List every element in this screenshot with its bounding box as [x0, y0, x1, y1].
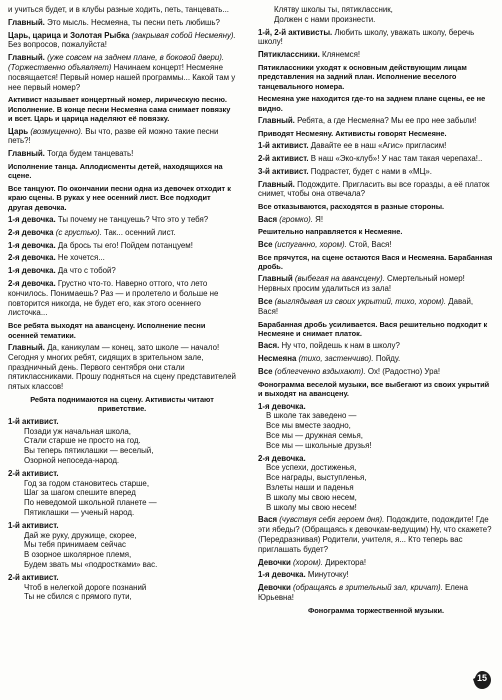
- dialogue-line: [8, 215, 236, 225]
- verse-block: [258, 454, 494, 513]
- dialogue-line: [258, 240, 494, 250]
- stage-direction: Все ребята выходят на авансцену. Исполнение песни осенней тематики.: [8, 321, 206, 340]
- verse-line: Все успехи, достиженья,: [266, 463, 357, 473]
- stage-remark: (тихо, застенчиво).: [296, 354, 374, 364]
- dialogue-text: Грустно что-то. Наверно оттого, что лето кончилось. Понимаешь? Раз — и пролетело и больше не повторится никогда, не будет его, как этого осеннего листочка...: [8, 279, 219, 318]
- dialogue-text: Да, каникулам — конец, зато школе — начало! Сегодня у многих ребят, сидящих в зрительном зале, праздничный день. Первого сентября они стали пятиклассниками. Прошу подняться на сцену представителей пятых классов!: [8, 343, 236, 392]
- dialogue-line: [8, 279, 236, 318]
- dialogue-line: [8, 127, 236, 147]
- verse-line: Взлеты наши и паденья: [266, 483, 354, 492]
- dialogue-text: Я!: [312, 214, 324, 224]
- speaker-name: Главный.: [8, 343, 45, 352]
- dialogue-text: Вы что, разве ей можно такие песни петь?!: [8, 126, 219, 146]
- stage-remark: (обращаясь в зрительный зал, кричат).: [290, 583, 443, 593]
- dialogue-text: Ох! (Радостно) Ура!: [365, 367, 441, 377]
- dialogue-text: Давайте ее в наш «Агис» пригласим!: [308, 141, 447, 151]
- stage-direction: Фонограмма торжественной музыки.: [307, 605, 445, 615]
- verse-line: В школу мы свою несем,: [266, 492, 357, 502]
- verse-line: Дай же руку, дружище, скорее,: [24, 530, 137, 540]
- dialogue-text: Директора!: [322, 557, 367, 567]
- dialogue-line: [258, 28, 494, 48]
- dialogue-line: [258, 116, 494, 126]
- dialogue-line: [8, 228, 236, 238]
- verse-line: Озорной непоседа-народ.: [24, 455, 120, 465]
- dialogue-line: [8, 343, 236, 392]
- dialogue-text: Да брось ты его! Пойдем потанцуем!: [55, 240, 193, 250]
- dialogue-text: Стой, Вася!: [346, 239, 392, 249]
- speaker-name: Пятиклассники.: [258, 50, 320, 60]
- speaker-name: Царь, царица и Золотая Рыбка: [8, 30, 130, 40]
- verse-line: В школе так заведено —: [266, 411, 357, 421]
- verse-block: [8, 521, 236, 570]
- speaker-name: Главный.: [8, 149, 45, 159]
- speaker-name: 2-й активист.: [258, 154, 309, 164]
- dialogue-line: [8, 53, 236, 92]
- speaker-name: 2-я девочка: [8, 227, 54, 237]
- dialogue-text: Минуточку!: [305, 570, 349, 580]
- dialogue-text: Подождите, подождите! Где эти ябеды? (Обращаясь к девочкам-ведущим) Ну, что скажете? (Передразнивая) Родители, учителя, я... Кто теперь вас приглашать будет?: [258, 515, 492, 554]
- verse-line: Все мы — школьные друзья!: [266, 440, 372, 450]
- dialogue-line: [258, 154, 494, 164]
- speaker-name: Вася: [258, 515, 278, 525]
- verse-line: Позади уж начальная школа,: [24, 426, 131, 436]
- verse-speaker: 2-й активист.: [8, 468, 59, 478]
- stage-direction: Несмеяна уже находится где-то на заднем плане сцены, ее не видно.: [258, 94, 486, 113]
- speaker-name: 1-я девочка.: [8, 215, 56, 225]
- speaker-name: 1-й, 2-й активисты.: [258, 27, 333, 37]
- verse-line: Мы тебя принимаем сейчас: [24, 540, 126, 550]
- speaker-name: 1-я девочка.: [8, 266, 56, 276]
- dialogue-text: Начинаем концерт! Несмеяне посвящается! Первый номер нашей программы... Какой там у нее первый номер?: [8, 62, 236, 92]
- verse-line: В озорное школярное племя,: [24, 550, 132, 560]
- verse-line: Все мы вместе заодно,: [266, 421, 351, 431]
- verse-line: Клятву школы ты, пятиклассник,: [274, 5, 393, 14]
- dialogue-text: Ну что, пойдешь к нам в школу?: [279, 341, 400, 351]
- stage-direction: Ребята поднимаются на сцену. Активисты читают приветствие.: [30, 394, 214, 414]
- stage-remark: (закрывая собой Несмеяну).: [129, 30, 236, 40]
- stage-direction: Все прячутся, на сцене остаются Вася и Несмеяна. Барабанная дробь.: [258, 252, 493, 272]
- dialogue-text: Тогда будем танцевать!: [44, 149, 134, 159]
- verse-line: Стали старше не просто на год.: [24, 436, 141, 446]
- speaker-name: Девочки: [258, 557, 291, 567]
- paragraph: и учиться будет, и в клубы разные ходить, петь, танцевать...: [8, 5, 229, 14]
- verse-line: Ты не сбился с прямого пути,: [24, 592, 132, 602]
- speaker-name: Главный.: [258, 179, 295, 189]
- verse-line: Чтоб в нелегкой дороге познаний: [24, 582, 147, 592]
- dialogue-text: Подрастет, будет с нами в «МЦ».: [308, 166, 432, 176]
- speaker-name: 2-я девочка.: [8, 253, 56, 263]
- stage-remark: (выбегая на авансцену).: [292, 274, 385, 284]
- stage-direction: Пятиклассники уходят к основным действующим лицам представления на задний план. Исполнение веселого танцевального номера.: [258, 62, 467, 91]
- verse-block: [8, 417, 236, 466]
- stage-direction: Исполнение танца. Аплодисменты детей, находящихся на сцене.: [8, 161, 223, 181]
- speaker-name: Все: [258, 239, 273, 249]
- dialogue-text: Это мысль. Несмеяна, ты песни петь любишь?: [44, 17, 220, 27]
- verse-speaker: 1-й активист.: [8, 416, 59, 426]
- verse-speaker: 1-й активист.: [8, 520, 59, 530]
- speaker-name: 3-й активист.: [258, 166, 309, 176]
- dialogue-line: [258, 367, 494, 377]
- stage-direction: Фонограмма веселой музыки, все выбегают из своих укрытий и выходят на авансцену.: [258, 379, 490, 399]
- dialogue-line: [258, 180, 494, 200]
- dialogue-text: Ребята, а где Несмеяна? Мы ее про нее забыли!: [294, 116, 477, 126]
- dialogue-text: Елена Юрьевна!: [258, 583, 469, 602]
- dialogue-line: [258, 215, 494, 225]
- stage-remark: (выглядывая из своих укрытий, тихо, хором).: [272, 297, 447, 307]
- stage-remark: (испуганно, хором).: [272, 239, 347, 249]
- speaker-name: Девочки: [258, 583, 291, 593]
- dialogue-line: [8, 149, 236, 159]
- stage-direction: Приводят Несмеяну. Активисты говорят Несмеяне.: [258, 128, 447, 138]
- verse-line: Все награды, выступленья,: [266, 473, 367, 483]
- dialogue-text: Не хочется...: [55, 253, 105, 263]
- verse-block: [8, 573, 236, 602]
- verse-line: Вы теперь пятиклашки — веселый,: [24, 446, 154, 456]
- dialogue-text: Давай, Вася!: [258, 297, 474, 316]
- speaker-name: Все: [258, 297, 273, 307]
- dialogue-line: [258, 167, 494, 177]
- dialogue-line: [8, 253, 236, 263]
- dialogue-text: Так... осенний лист.: [101, 227, 176, 237]
- page-number-badge: [472, 670, 492, 690]
- speaker-name: Все: [258, 367, 273, 377]
- stage-direction: Все танцуют. По окончании песни одна из девочек отходит к краю сцены. В руках у нее осенний лист. Все подходит другая девочка.: [8, 183, 231, 212]
- verse-line: По неведомой школьной планете —: [24, 498, 157, 508]
- dialogue-text: Смертельный номер! Нервных просим удалиться из зала!: [258, 274, 465, 294]
- speaker-name: Главный.: [8, 17, 45, 27]
- dialogue-line: [8, 266, 236, 276]
- dialogue-text: Любить школу, уважать школу, беречь школу!: [258, 27, 475, 47]
- verse-line: Будем звать мы «подростками» вас.: [24, 559, 158, 569]
- dialogue-text: Подождите. Пригласить вы все горазды, а её платок снимет, чтобы она отвечала?: [258, 179, 490, 199]
- stage-remark: (с грустью).: [53, 227, 102, 237]
- dialogue-line: [258, 515, 494, 554]
- dialogue-text: В наш «Эко-клуб»! У нас там такая черепаха!..: [308, 154, 483, 164]
- dialogue-text: Без вопросов, пожалуйста!: [8, 40, 107, 50]
- dialogue-line: [258, 570, 494, 580]
- dialogue-text: Пойду.: [373, 354, 401, 364]
- verse-line: Пятиклашки — ученый народ.: [24, 507, 135, 517]
- verse-block: [8, 469, 236, 518]
- verse-line: Все мы — дружная семья,: [266, 431, 363, 441]
- verse-line: В школу мы свою несем!: [266, 502, 357, 512]
- stage-remark: (облегченно вздыхают).: [272, 367, 366, 377]
- page-number: 15: [476, 673, 487, 683]
- speaker-name: Несмеяна: [258, 354, 297, 364]
- dialogue-line: [8, 18, 236, 28]
- speaker-name: Вася: [258, 214, 278, 224]
- stage-remark: (возмущенно).: [28, 126, 84, 136]
- verse-line: Должен с нами произнести.: [274, 14, 376, 24]
- speaker-name: Главный: [258, 274, 293, 284]
- stage-direction: Барабанная дробь усиливается. Вася решительно подходит к Несмеяне и снимает платок.: [258, 319, 488, 339]
- verse-block: [258, 402, 494, 451]
- speaker-name: 1-й активист.: [258, 141, 309, 151]
- dialogue-text: Да что с тобой?: [55, 266, 116, 276]
- stage-direction: Решительно направляется к Несмеяне.: [258, 227, 403, 237]
- dialogue-line: [258, 141, 494, 151]
- stage-direction: Все отказываются, расходятся в разные стороны.: [258, 202, 445, 212]
- speaker-name: 1-я девочка.: [8, 240, 56, 250]
- speaker-name: Главный.: [258, 116, 295, 126]
- verse-line: Год за годом становитесь старше,: [24, 478, 150, 488]
- dialogue-text: Ты почему не танцуешь? Что это у тебя?: [55, 215, 209, 225]
- dialogue-line: [258, 50, 494, 60]
- speaker-name: 2-я девочка.: [8, 279, 56, 288]
- dialogue-line: [258, 274, 494, 294]
- dialogue-line: [258, 354, 494, 364]
- right-column: [258, 5, 494, 618]
- dialogue-line: [8, 241, 236, 251]
- stage-remark: (громко).: [277, 214, 313, 224]
- speaker-name: 1-я девочка.: [258, 570, 306, 580]
- stage-remark: (хором).: [290, 557, 323, 567]
- stage-remark: (чувствуя себя героем дня).: [277, 515, 385, 525]
- speaker-name: Главный.: [8, 53, 45, 63]
- verse-block: [258, 5, 494, 25]
- verse-line: Шаг за шагом спешите вперед: [24, 488, 136, 498]
- dialogue-text: Клянемся!: [319, 50, 361, 60]
- dialogue-line: [258, 583, 494, 603]
- dialogue-line: [258, 297, 494, 317]
- verse-speaker: 1-я девочка.: [258, 401, 306, 411]
- dialogue-line: [258, 558, 494, 568]
- verse-speaker: 2-я девочка.: [258, 453, 306, 463]
- dialogue-line: [258, 341, 494, 351]
- stage-direction: Активист называет концертный номер, лирическую песню. Исполнение. В конце песни Несмеяна сама снимает повязку и всет. Царь и царица наделяют её повязку.: [8, 95, 231, 124]
- speaker-name: Вася.: [258, 341, 280, 351]
- dialogue-line: [8, 31, 236, 51]
- left-column: [8, 5, 236, 605]
- verse-speaker: 2-й активист.: [8, 572, 59, 582]
- stage-remark: (уже совсем на заднем плане, в боковой двери). (Торжественно объявляет): [8, 53, 225, 72]
- speaker-name: Царь: [8, 126, 29, 136]
